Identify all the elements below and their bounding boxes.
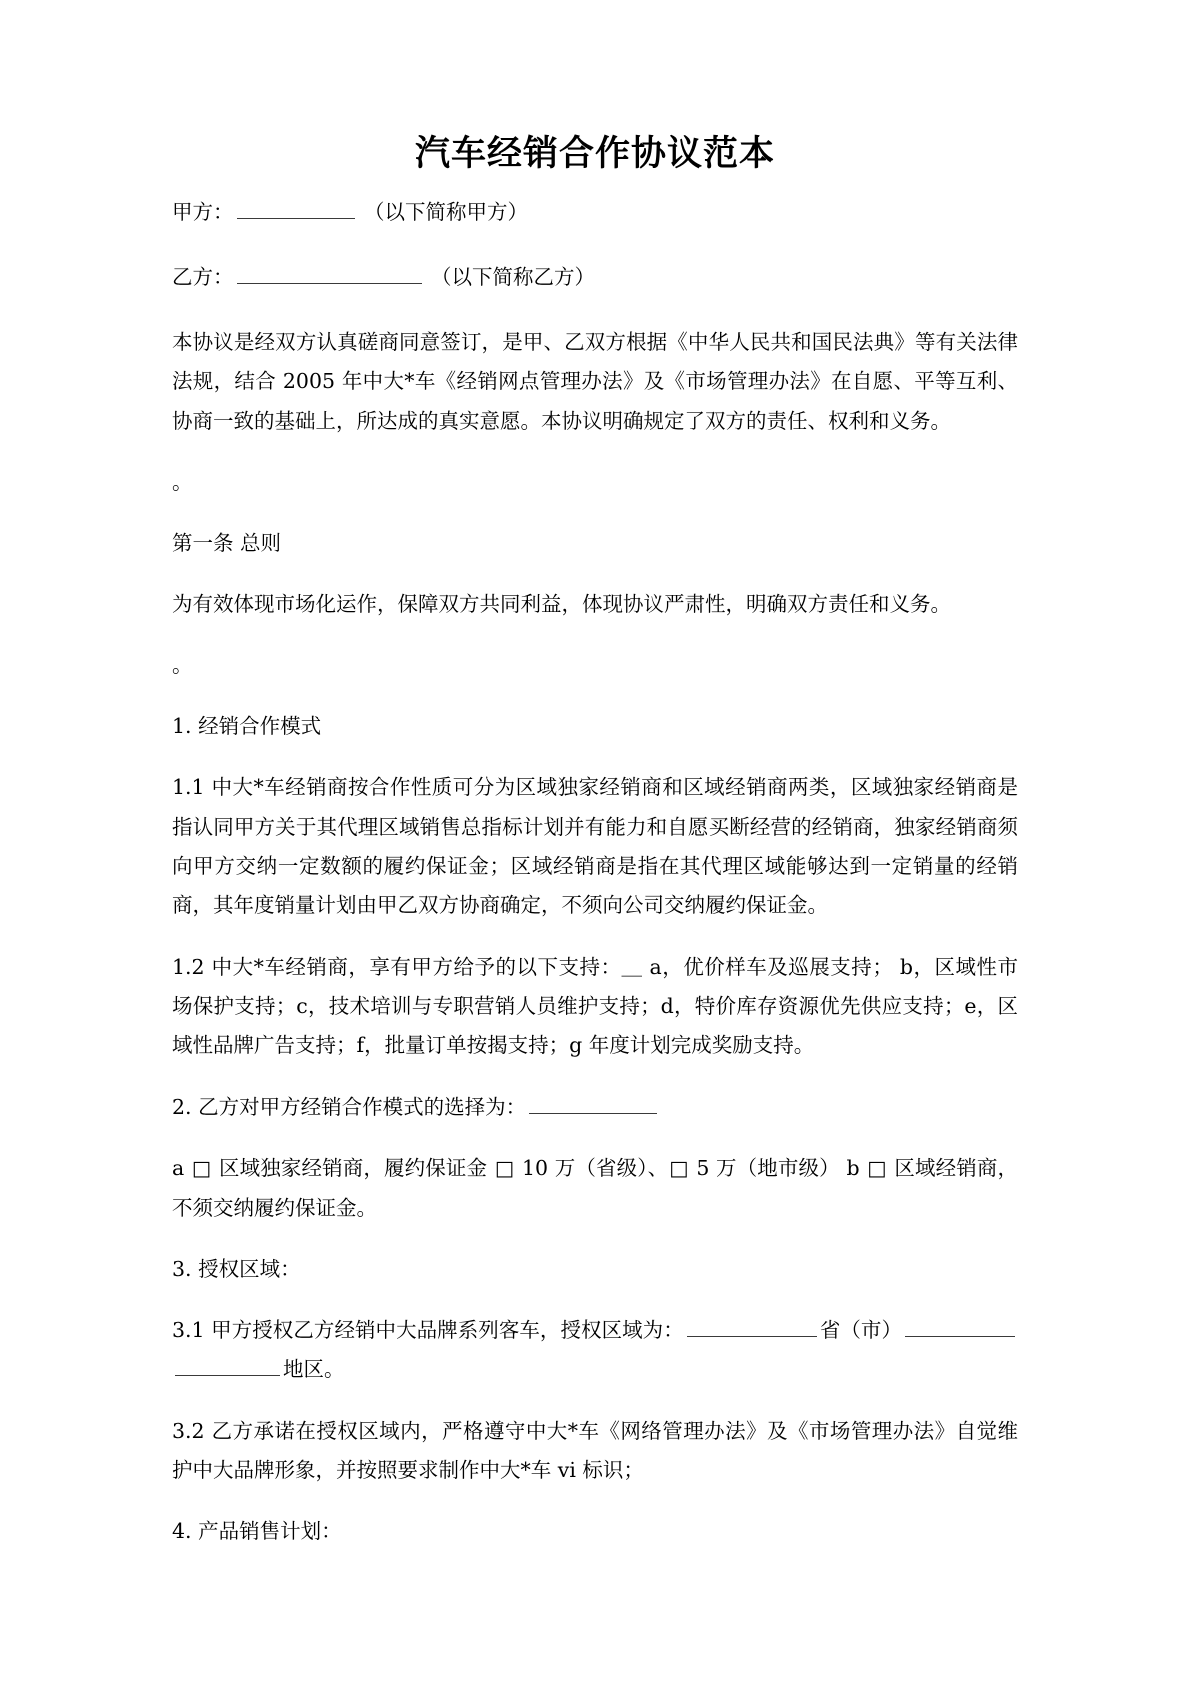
checkbox-option-a[interactable]: □ [191,1156,212,1181]
clause-3-1-paragraph [172,1311,1018,1390]
party-a-label: 甲方： [172,200,234,225]
clause-3-heading: 3. 授权区域： [172,1256,301,1281]
party-b-blank[interactable] [237,263,422,285]
party-b-label: 乙方： [172,265,234,290]
option-b-letter: b [846,1156,860,1181]
clause-2-options-line [172,1149,1018,1228]
clause-3-1-suffix: 地区。 [283,1357,345,1382]
clause-2-mode-blank[interactable] [529,1092,657,1114]
clause-1-heading: 1. 经销合作模式 [172,714,322,739]
preamble-paragraph: 本协议是经双方认真磋商同意签订，是甲、乙双方根据《中华人民共和国民法典》等有关法律法规，结合 2005 年中大*车《经销网点管理办法》及《市场管理办法》在自愿、平等互利、协商一致的基础上，所达成的真实意愿。本协议明确规定了双方的责任、权利和义务。 [172,330,1018,433]
party-b-line [172,258,1018,297]
option-a-letter: a [172,1156,185,1181]
option-a-text: 区域独家经销商，履约保证金 [219,1156,488,1181]
clause-4-heading: 4. 产品销售计划： [172,1519,342,1544]
clause-3-1-prefix: 3.1 甲方授权乙方经销中大品牌系列客车，授权区域为： [172,1317,684,1342]
clause-3-1-mid: 省（市） [819,1317,903,1342]
spacer-mark-2: 。 [172,653,193,678]
area-blank[interactable] [175,1355,280,1377]
city-blank[interactable] [905,1315,1015,1337]
clause-3-2-paragraph: 3.2 乙方承诺在授权区域内，严格遵守中大*车《网络管理办法》及《市场管理办法》自觉维护中大品牌形象，并按照要求制作中大*车 vi 标识； [172,1418,1018,1482]
party-a-blank[interactable] [237,198,355,220]
clause-1-1-paragraph: 1.1 中大*车经销商按合作性质可分为区域独家经销商和区域经销商两类，区域独家经销商是指认同甲方关于其代理区域销售总指标计划并有能力和自愿买断经营的经销商，独家经销商须向甲方交纳一定数额的履约保证金；区域经销商是指在其代理区域能够达到一定销量的经销商，其年度销量计划由甲乙双方协商确定，不须向公司交纳履约保证金。 [172,775,1018,918]
page-title: 汽车经销合作协议范本 [414,133,775,174]
province-blank[interactable] [687,1315,817,1337]
spacer-mark-1: 。 [172,470,193,495]
article-one-body: 为有效体现市场化运作，保障双方共同利益，体现协议严肃性，明确双方责任和义务。 [172,592,951,617]
amount-100k-text: 10 万（省级）、 [521,1156,669,1181]
party-a-line [172,193,1018,232]
amount-50k-text: 5 万（地市级） [696,1156,840,1181]
checkbox-amount-100k[interactable]: □ [494,1156,515,1181]
party-a-suffix: （以下简称甲方） [364,200,529,225]
clause-2-prefix: 2. 乙方对甲方经销合作模式的选择为： [172,1094,527,1119]
option-b-text: 区域经销商，不须交纳履约保证金。 [172,1156,1019,1220]
article-one-heading: 第一条 总则 [172,531,282,556]
checkbox-option-b[interactable]: □ [867,1156,887,1181]
clause-2-selection-line [172,1088,1018,1127]
checkbox-amount-50k[interactable]: □ [669,1156,689,1181]
party-b-suffix: （以下简称乙方） [431,265,596,290]
clause-1-2-paragraph: 1.2 中大*车经销商，享有甲方给予的以下支持：＿ a，优价样车及巡展支持； b，区域性市场保护支持；c，技术培训与专职营销人员维护支持；d，特价库存资源优先供应支持；e，区域性品牌广告支持；f，批量订单按揭支持；g 年度计划完成奖励支持。 [172,954,1018,1058]
